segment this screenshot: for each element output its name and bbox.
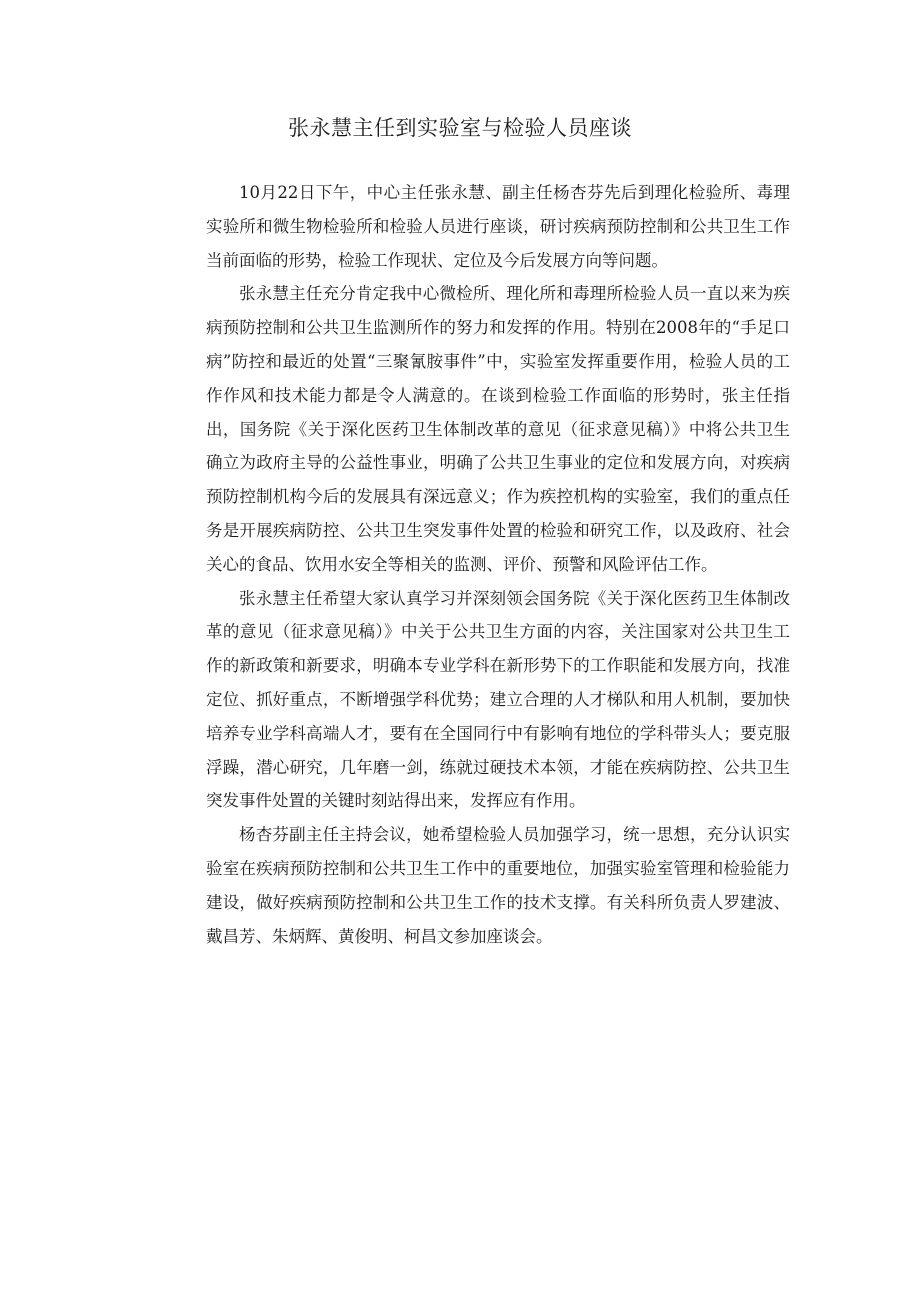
paragraph-director-remarks: 张永慧主任充分肯定我中心微检所、理化所和毒理所检验人员一直以来为疾病预防控制和公共卫生监测所作的努力和发挥的作用。特别在2008年的“手足口病”防控和最近的处置“三聚氰胺事件”中，实验室发挥重要作用，检验人员的工作作风和技术能力都是令人满意的。在谈到检验工作面临的形势时，张主任指出，国务院《关于深化医药卫生体制改革的意见（征求意见稿）》中将公共卫生确立为政府主导的公益性事业，明确了公共卫生事业的定位和发展方向，对疾病预防控制机构今后的发展具有深远意义；作为疾控机构的实验室，我们的重点任务是开展疾病防控、公共卫生突发事件处置的检验和研究工作，以及政府、社会关心的食品、饮用水安全等相关的监测、评价、预警和风险评估工作。 — [206, 284, 790, 574]
paragraph-director-expectations: 张永慧主任希望大家认真学习并深刻领会国务院《关于深化医药卫生体制改革的意见（征求意见稿）》中关于公共卫生方面的内容，关注国家对公共卫生工作的新政策和新要求，明确本专业学科在新形势下的工作职能和发展方向，找准定位、抓好重点，不断增强学科优势；建立合理的人才梯队和用人机制，要加快培养专业学科高端人才，要有在全国同行中有影响有地位的学科带头人；要克服浮躁，潜心研究，几年磨一剑，练就过硬技术本领，才能在疾病防控、公共卫生突发事件处置的关键时刻站得出来，发挥应有作用。 — [206, 588, 790, 811]
document-body — [206, 176, 790, 953]
paragraph-meeting-overview: 10月22日下午，中心主任张永慧、副主任杨杏芬先后到理化检验所、毒理实验所和微生物检验所和检验人员进行座谈，研讨疾病预防控制和公共卫生工作当前面临的形势，检验工作现状、定位及今后发展方向等问题。 — [206, 183, 790, 270]
paragraph-deputy-director-summary: 杨杏芬副主任主持会议，她希望检验人员加强学习，统一思想，充分认识实验室在疾病预防控制和公共卫生工作中的重要地位，加强实验室管理和检验能力建设，做好疾病预防控制和公共卫生工作的技术支撑。有关科所负责人罗建波、戴昌芳、朱炳辉、黄俊明、柯昌文参加座谈会。 — [206, 825, 790, 946]
document-title: 张永慧主任到实验室与检验人员座谈 — [288, 116, 632, 140]
